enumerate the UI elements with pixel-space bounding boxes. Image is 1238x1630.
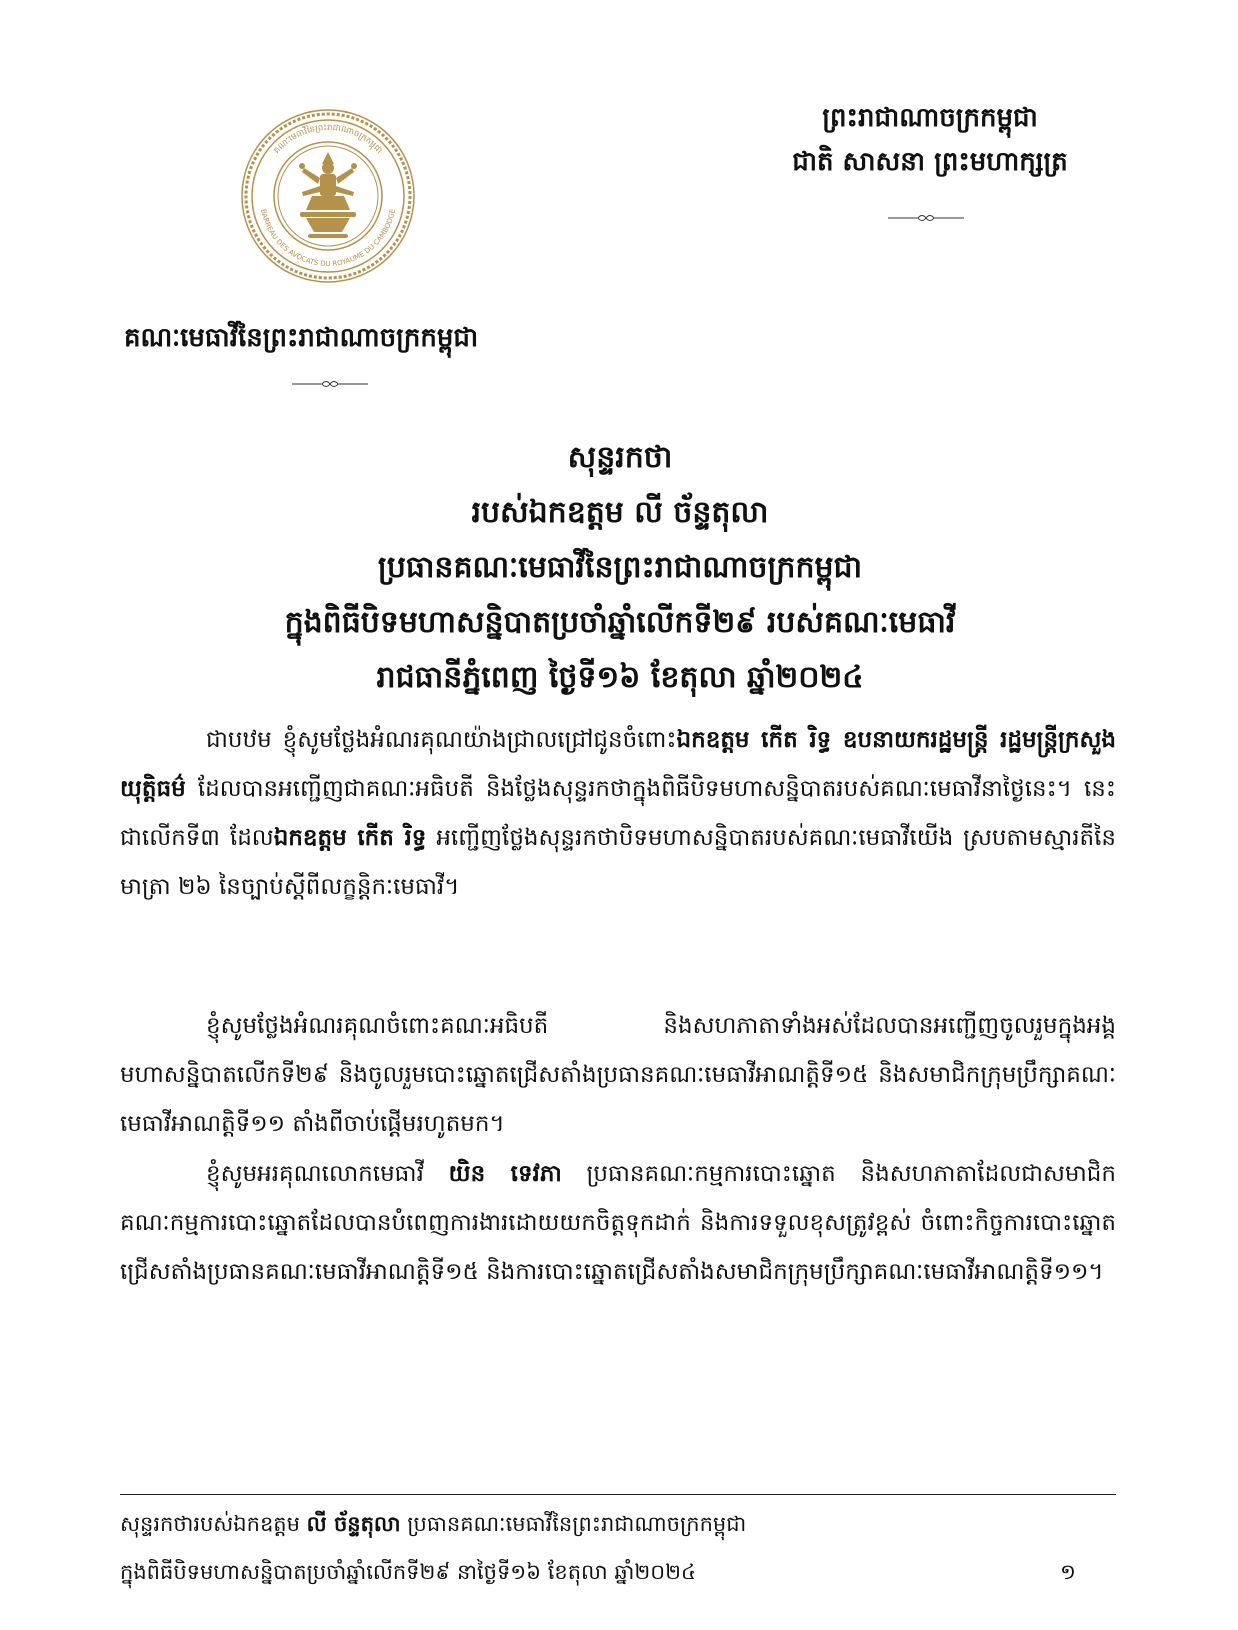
paragraph-bold-text: ឯកឧត្តម កើត រិទ្ធ ឧបនាយករដ្ឋមន្ត្រី រដ្ឋមន្ត្រីក្រសួងយុត្តិធម៌	[120, 727, 1116, 802]
title-line-3: ប្រធានគណៈមេធាវីនៃព្រះរាជាណាចក្រកម្ពុជា	[377, 550, 863, 585]
footer-text: សុន្ទរកថារបស់ឯកឧត្តម	[120, 1512, 307, 1536]
footer-text: ប្រធានគណៈមេធាវីនៃព្រះរាជាណាចក្រកម្ពុជា	[400, 1512, 747, 1536]
footer-line-1	[120, 1500, 1116, 1548]
seal-text-top: គណៈមេធាវីនៃព្រះរាជាណាចក្រកម្ពុជា	[271, 122, 385, 156]
title-line-2: របស់ឯកឧត្តម លី ច័ន្ទតុលា	[471, 495, 769, 530]
paragraph-text: ដែលបានអញ្ជើញជាគណៈអធិបតី និងថ្លែងសុន្ទរកថាក្នុងពិធីបិទមហាសន្និបាតរបស់គណៈមេធាវីនាថ្ងៃនេះ។ នេះជាលើកទី៣ ដែល	[120, 776, 1116, 851]
title-line-5: រាជធានីភ្នំពេញ ថ្ងៃទី១៦ ខែតុលា ឆ្នាំ២០២៤	[376, 660, 864, 695]
paragraph-text: ខ្ញុំសូមអរគុណលោកមេធាវី	[206, 1161, 449, 1187]
speech-title	[120, 430, 1120, 705]
paragraph-bold-text: ឯកឧត្តម កើត រិទ្ធ	[273, 825, 427, 851]
paragraph-bold-text: យិន ទេវភា	[448, 1161, 562, 1187]
footer-line-2: ក្នុងពិធីបិទមហាសន្និបាតប្រចាំឆ្នាំលើកទី២៩ នាថ្ងៃទី១៦ ខែតុលា ឆ្នាំ២០២៤	[120, 1560, 696, 1584]
paragraph-text: ប្រធានគណៈកម្មការបោះឆ្នោត និងសហភាតាដែលជាសមាជិកគណៈកម្មការបោះឆ្នោតដែលបានបំពេញការងារដោយយកចិត្តទុកដាក់ និងការទទួលខុសត្រូវខ្ពស់ ចំពោះកិច្ចការបោះឆ្នោតជ្រើសតាំងប្រធានគណៈមេធាវីអាណត្តិទី១៥ និងការបោះឆ្នោតជ្រើសតាំងសមាជិកក្រុមប្រឹក្សាគណៈមេធាវីអាណត្តិទី១១។	[120, 1161, 1116, 1285]
national-motto: ជាតិ សាសនា ព្រះមហាក្សត្រ	[792, 147, 1068, 177]
title-line-1: សុន្ទរកថា	[567, 440, 673, 475]
bar-association-seal	[232, 106, 424, 286]
seal-text-bottom: BARREAU DES AVOCATS DU ROYAUME DU CAMBODGE	[258, 208, 398, 268]
page-number: ១	[1060, 1560, 1076, 1584]
paragraph-text: អញ្ជើញថ្លែងសុន្ទរកថាបិទមហាសន្និបាតរបស់គណៈមេធាវីយើង ស្របតាមស្មារតីនៃមាត្រា ២៦ នៃច្បាប់ស្តីពីលក្ខន្តិកៈមេធាវី។	[120, 825, 1117, 900]
page-footer	[120, 1500, 1116, 1596]
footer-divider	[120, 1494, 1116, 1495]
ornament-divider-icon	[292, 378, 368, 390]
body-paragraph-2: ខ្ញុំសូមថ្លែងអំណរគុណចំពោះគណៈអធិបតី និងសហភាតាទាំងអស់ដែលបានអញ្ជើញចូលរួមក្នុងអង្គមហាសន្និបាតលើកទី២៩ និងចូលរួមបោះឆ្នោតជ្រើសតាំងប្រធានគណៈមេធាវីអាណត្តិទី១៥ និងសមាជិកក្រុមប្រឹក្សាគណៈមេធាវីអាណត្តិទី១១ តាំងពីចាប់ផ្តើមរហូតមក។	[120, 1013, 1116, 1137]
kingdom-name: ព្រះរាជាណាចក្រកម្ពុជា	[822, 103, 1038, 133]
paragraph-text: ជាបឋម ខ្ញុំសូមថ្លែងអំណរគុណយ៉ាងជ្រាលជ្រៅជូនចំពោះ	[206, 727, 677, 753]
body-paragraph-3	[120, 1150, 1116, 1297]
ornament-divider-icon	[888, 212, 964, 224]
kingdom-heading	[740, 96, 1120, 184]
seal-deity-figure	[299, 152, 357, 238]
title-line-4: ក្នុងពិធីបិទមហាសន្និបាតប្រចាំឆ្នាំលើកទី២៩ របស់គណៈមេធាវី	[284, 605, 956, 640]
seal-emblem-icon	[232, 106, 424, 286]
footer-speaker-name: លី ច័ន្ទតុលា	[306, 1512, 401, 1536]
body-paragraph-1	[120, 716, 1116, 912]
organization-name: គណៈមេធាវីនៃព្រះរាជាណាចក្រកម្ពុជា	[124, 323, 479, 353]
